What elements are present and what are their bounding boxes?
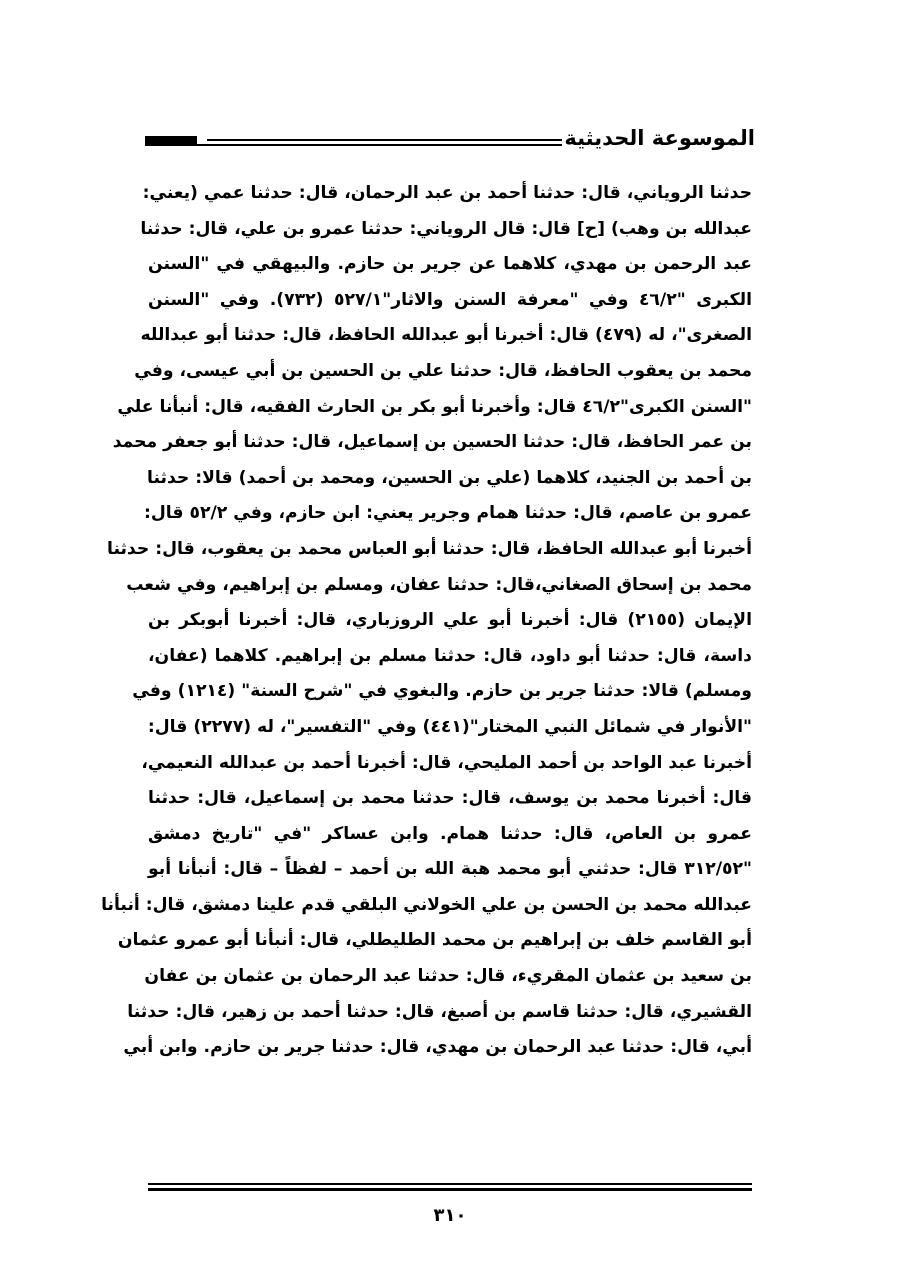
text-line: عمرو بن عاصم، قال: حدثنا همام وجرير يعني: ابن حازم، وفي ٥٢/٢ قال: — [144, 503, 752, 524]
text-line: الكبرى "٤٦/٢ وفي "معرفة السنن والاثار"٥٢٧/١ (٧٣٢). وفي "السنن — [148, 289, 752, 310]
footer-rule-top — [148, 1183, 752, 1185]
running-header — [145, 122, 755, 162]
text-line: بن عمر الحافظ، قال: حدثنا الحسين بن إسماعيل، قال: حدثنا أبو جعفر محمد — [112, 432, 752, 453]
page-number: ٣١٠ — [433, 1205, 467, 1226]
text-line: داسة، قال: حدثنا أبو داود، قال: حدثنا مسلم بن إبراهيم. كلاهما (عفان، — [148, 645, 752, 666]
text-line: قال: أخبرنا محمد بن يوسف، قال: حدثنا محمد بن إسماعيل، قال: حدثنا — [148, 788, 752, 809]
text-line: "السنن الكبرى"٤٦/٢ قال: وأخبرنا أبو بكر بن الحارث الفقيه، قال: أنبأنا علي — [117, 396, 752, 417]
text-line: أبو القاسم خلف بن إبراهيم بن محمد الطليطلي، قال: أنبأنا أبو عمرو عثمان — [117, 930, 752, 951]
text-line: أخبرنا عبد الواحد بن أحمد المليحي، قال: أخبرنا أحمد بن عبدالله النعيمي، — [141, 752, 752, 773]
text-line: الإيمان (٢١٥٥) قال: أخبرنا أبو علي الروزباري، قال: أخبرنا أبوبكر بن — [148, 610, 752, 631]
text-line: ومسلم) قالا: حدثنا جرير بن حازم. والبغوي في "شرح السنة" (١٢١٤) وفي — [132, 681, 752, 702]
text-line: أبي، قال: حدثنا عبد الرحمان بن مهدي، قال: حدثنا جرير بن حازم. وابن أبي — [123, 1037, 752, 1058]
footer-rule-bottom — [148, 1188, 752, 1191]
header-title: الموسوعة الحديثية — [564, 126, 755, 150]
text-line: الصغرى"، له (٤٧٩) قال: أخبرنا أبو عبدالله الحافظ، قال: حدثنا أبو عبدالله — [140, 325, 752, 346]
text-line: القشيري، قال: حدثنا قاسم بن أصبغ، قال: حدثنا أحمد بن زهير، قال: حدثنا — [127, 1001, 752, 1022]
text-line: بن سعيد بن عثمان المقريء، قال: حدثنا عبد الرحمان بن عثمان بن عفان — [144, 966, 752, 987]
text-line: "الأنوار في شمائل النبي المختار"(٤٤١) وفي "التفسير"، له (٢٢٧٧) قال: — [147, 716, 752, 737]
text-line: عبدالله بن وهب) [ح] قال: قال الروياني: حدثنا عمرو بن علي، قال: حدثنا — [140, 218, 752, 239]
text-line: أخبرنا أبو عبدالله الحافظ، قال: حدثنا أبو العباس محمد بن يعقوب، قال: حدثنا — [107, 538, 752, 559]
text-line: بن أحمد بن الجنيد، كلاهما (علي بن الحسين، ومحمد بن أحمد) قالا: حدثنا — [147, 467, 752, 488]
text-line: "٣١٢/٥٢ قال: حدثني أبو محمد هبة الله بن أحمد – لفظاً – قال: أنبأنا أبو — [148, 859, 752, 880]
header-ornament-left — [145, 136, 197, 144]
text-line: حدثنا الروياني، قال: حدثنا أحمد بن عبد الرحمان، قال: حدثنا عمي (يعني: — [142, 183, 752, 203]
main-text — [101, 176, 752, 1106]
text-line: عبدالله محمد بن الحسن بن علي الخولاني البلقي قدم علينا دمشق، قال: أنبأنا — [101, 894, 752, 915]
text-line: محمد بن إسحاق الصغاني،قال: حدثنا عفان، ومسلم بن إبراهيم، وفي شعب — [126, 574, 752, 595]
text-line: عمرو بن العاص، قال: حدثنا همام. وابن عساكر "في "تاريخ دمشق — [148, 823, 752, 844]
text-line: محمد بن يعقوب الحافظ، قال: حدثنا علي بن الحسين بن أبي عيسى، وفي — [134, 360, 752, 381]
text-line: عبد الرحمن بن مهدي، كلاهما عن جرير بن حازم. والبيهقي في "السنن — [148, 254, 752, 275]
